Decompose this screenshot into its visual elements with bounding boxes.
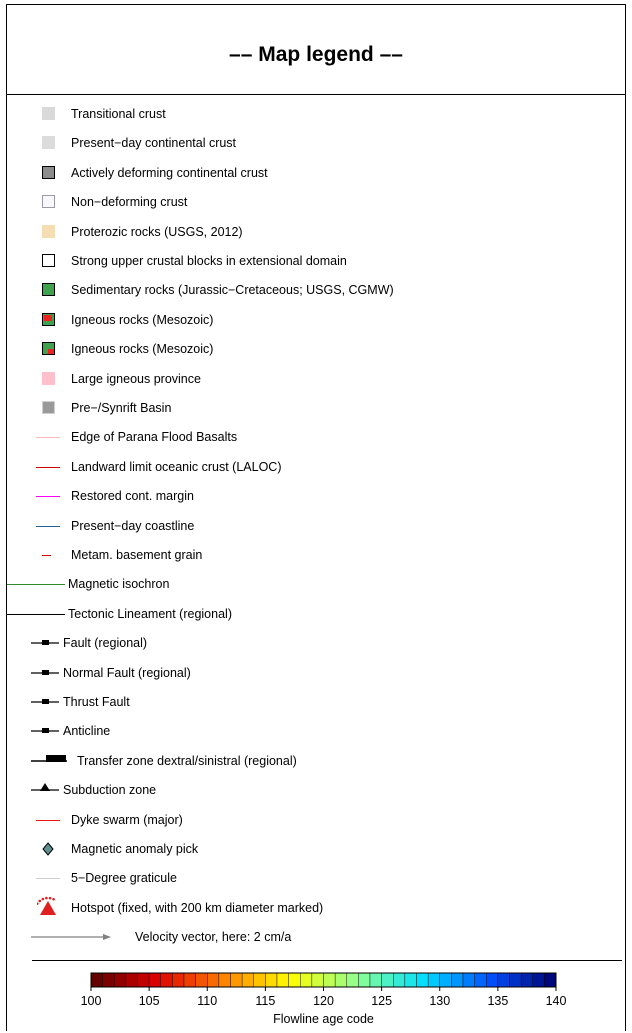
legend-item-label: Present−day coastline: [71, 518, 195, 533]
colorbar-segment: [510, 973, 522, 987]
colorbar-tick-label: 105: [138, 994, 160, 1008]
legend-item-thrust-fault: [7, 692, 607, 712]
legend-item-tectonic-lineament-regional: [7, 604, 607, 624]
legend-swatch: [42, 283, 55, 296]
legend-item-label: Thrust Fault: [63, 695, 130, 709]
colorbar-segment: [486, 973, 498, 987]
colorbar-segment: [463, 973, 475, 987]
legend-line-symbol: [7, 584, 65, 585]
colorbar-segment: [91, 973, 103, 987]
legend-item-label: Igneous rocks (Mesozoic): [71, 312, 214, 327]
colorbar-segment: [475, 973, 487, 987]
legend-item-label: Velocity vector, here: 2 cm/a: [135, 930, 292, 945]
legend-item-sedimentary-rocks-jurassic-cretaceous-usgs-cgmw: [7, 280, 607, 300]
legend-swatch: [42, 166, 55, 179]
legend-item-label: Actively deforming continental crust: [71, 165, 268, 180]
colorbar-tick-label: 140: [545, 994, 567, 1008]
colorbar-segment: [440, 973, 452, 987]
legend-item-label: Magnetic anomaly pick: [71, 842, 199, 856]
legend-item-hotspot-fixed-with-200-km-diameter-marked: [7, 898, 607, 918]
colorbar-segment: [196, 973, 208, 987]
legend-item-label: Hotspot (fixed, with 200 km diameter marked): [71, 900, 324, 915]
colorbar-segment: [114, 973, 126, 987]
colorbar-tick-label: 130: [429, 994, 451, 1008]
colorbar-segment: [533, 973, 545, 987]
legend-item-label: Subduction zone: [63, 783, 157, 798]
colorbar-segment: [254, 973, 266, 987]
legend-item-transitional-crust: [7, 104, 607, 124]
legend-line-symbol: [36, 820, 60, 821]
colorbar-segment: [428, 973, 440, 987]
velocity-arrow-icon: [29, 927, 139, 947]
legend-item-edge-of-parana-flood-basalts: [7, 427, 607, 447]
legend-title: –– Map legend ––: [229, 43, 403, 66]
legend-item-5-degree-graticule: [7, 868, 607, 888]
legend-item-igneous-rocks-mesozoic: [7, 339, 607, 359]
legend-item-label: Edge of Parana Flood Basalts: [71, 430, 238, 445]
colorbar-tick-label: 125: [371, 994, 393, 1008]
colorbar-segment: [103, 973, 115, 987]
legend-item-subduction-zone: [7, 780, 607, 800]
legend-item-velocity-vector-here-2-cm-a: [7, 927, 607, 947]
colorbar-title: Flowline age code: [273, 1012, 374, 1026]
transfer-zone-symbol: [7, 751, 77, 771]
colorbar-segment: [393, 973, 405, 987]
legend-item-present-day-coastline: [7, 516, 607, 536]
colorbar-segment: [172, 973, 184, 987]
legend-swatch-accent: [44, 315, 52, 321]
colorbar-segment: [382, 973, 394, 987]
legend-item-label: Magnetic isochron: [68, 577, 170, 592]
legend-swatch: [42, 195, 55, 208]
colorbar-segment: [451, 973, 463, 987]
legend-item-label: Sedimentary rocks (Jurassic−Cretaceous; USGS, CGMW): [71, 283, 394, 298]
colorbar-segment: [207, 973, 219, 987]
colorbar-separator: [32, 960, 622, 961]
legend-item-landward-limit-oceanic-crust-laloc: [7, 457, 607, 477]
legend-line-symbol: [36, 878, 60, 879]
legend-item-large-igneous-province: [7, 369, 607, 389]
legend-item-proterozic-rocks-usgs-2012: [7, 222, 607, 242]
legend-item-label: Tectonic Lineament (regional): [68, 606, 232, 621]
legend-swatch: [42, 342, 55, 355]
legend-line-symbol: [36, 467, 60, 468]
legend-swatch: [42, 107, 55, 120]
colorbar-segment: [358, 973, 370, 987]
colorbar-segment: [149, 973, 161, 987]
colorbar-tick-label: 115: [255, 994, 276, 1008]
legend-item-label: 5−Degree graticule: [71, 871, 177, 886]
legend-item-label: Metam. basement grain: [71, 548, 203, 562]
colorbar-segment: [126, 973, 138, 987]
legend-line-symbol: [36, 526, 60, 527]
legend-swatch-accent: [48, 349, 54, 354]
legend-swatch: [42, 225, 55, 238]
legend-item-anticline: [7, 721, 607, 741]
legend-item-metam-basement-grain: [7, 545, 607, 565]
colorbar-tick-label: 110: [197, 994, 218, 1008]
legend-item-normal-fault-regional: [7, 663, 607, 683]
legend-item-actively-deforming-continental-crust: [7, 163, 607, 183]
colorbar-segment: [242, 973, 254, 987]
legend-item-non-deforming-crust: [7, 192, 607, 212]
flowline-colorbar: [7, 963, 627, 1033]
legend-item-pre-synrift-basin: [7, 398, 607, 418]
legend-item-label: Restored cont. margin: [71, 489, 194, 504]
colorbar-segment: [161, 973, 173, 987]
legend-item-label: Fault (regional): [63, 636, 148, 651]
colorbar-segment: [521, 973, 533, 987]
colorbar-segment: [265, 973, 277, 987]
legend-item-label: Strong upper crustal blocks in extensional domain: [71, 254, 347, 268]
legend-item-label: Large igneous province: [71, 371, 201, 386]
colorbar-segment: [498, 973, 510, 987]
colorbar-segment: [231, 973, 243, 987]
legend-item-strong-upper-crustal-blocks-in-extensional-domain: [7, 251, 607, 271]
colorbar-segment: [289, 973, 301, 987]
colorbar-segment: [544, 973, 556, 987]
legend-item-magnetic-anomaly-pick: [7, 839, 607, 859]
legend-item-dyke-swarm-major: [7, 810, 607, 830]
legend-item-present-day-continental-crust: [7, 133, 607, 153]
colorbar-segment: [405, 973, 417, 987]
legend-swatch: [42, 401, 55, 414]
hotspot-icon: [37, 891, 67, 917]
colorbar-segment: [324, 973, 336, 987]
legend-item-magnetic-isochron: [7, 574, 607, 594]
legend-item-label: Landward limit oceanic crust (LALOC): [71, 459, 282, 474]
legend-swatch: [42, 372, 55, 385]
colorbar-tick-label: 135: [487, 994, 509, 1008]
colorbar-segment: [138, 973, 150, 987]
legend-swatch: [42, 136, 55, 149]
colorbar-segment: [277, 973, 289, 987]
legend-item-transfer-zone-dextral-sinistral-regional: [7, 751, 607, 771]
legend-swatch: [42, 254, 55, 267]
colorbar-segment: [370, 973, 382, 987]
magnetic-anomaly-diamond-icon: [39, 840, 59, 860]
legend-line-symbol: [42, 555, 51, 556]
legend-line-symbol: [7, 614, 65, 615]
colorbar-segment: [219, 973, 231, 987]
colorbar-tick-label: 120: [313, 994, 334, 1008]
legend-swatch: [42, 313, 55, 326]
legend-item-label: Pre−/Synrift Basin: [71, 401, 172, 415]
colorbar-segment: [300, 973, 312, 987]
colorbar-segment: [417, 973, 429, 987]
legend-item-label: Proterozic rocks (USGS, 2012): [71, 224, 243, 239]
legend-item-label: Transitional crust: [71, 107, 166, 121]
legend-item-label: Non−deforming crust: [71, 195, 188, 210]
legend-line-symbol: [36, 437, 60, 438]
legend-item-igneous-rocks-mesozoic: [7, 310, 607, 330]
colorbar-segment: [347, 973, 359, 987]
legend-frame: [6, 4, 626, 1031]
colorbar-segment: [312, 973, 324, 987]
legend-header: [7, 5, 625, 95]
colorbar-segment: [335, 973, 347, 987]
legend-item-label: Transfer zone dextral/sinistral (regional): [77, 753, 297, 768]
colorbar-tick-label: 100: [80, 994, 102, 1008]
legend-item-restored-cont-margin: [7, 486, 607, 506]
legend-item-label: Normal Fault (regional): [63, 665, 191, 680]
legend-item-label: Igneous rocks (Mesozoic): [71, 342, 214, 357]
legend-item-label: Anticline: [63, 724, 111, 739]
colorbar-segment: [184, 973, 196, 987]
legend-item-label: Present−day continental crust: [71, 136, 237, 151]
legend-item-fault-regional: [7, 633, 607, 653]
legend-line-symbol: [36, 496, 60, 497]
legend-item-label: Dyke swarm (major): [71, 812, 183, 827]
